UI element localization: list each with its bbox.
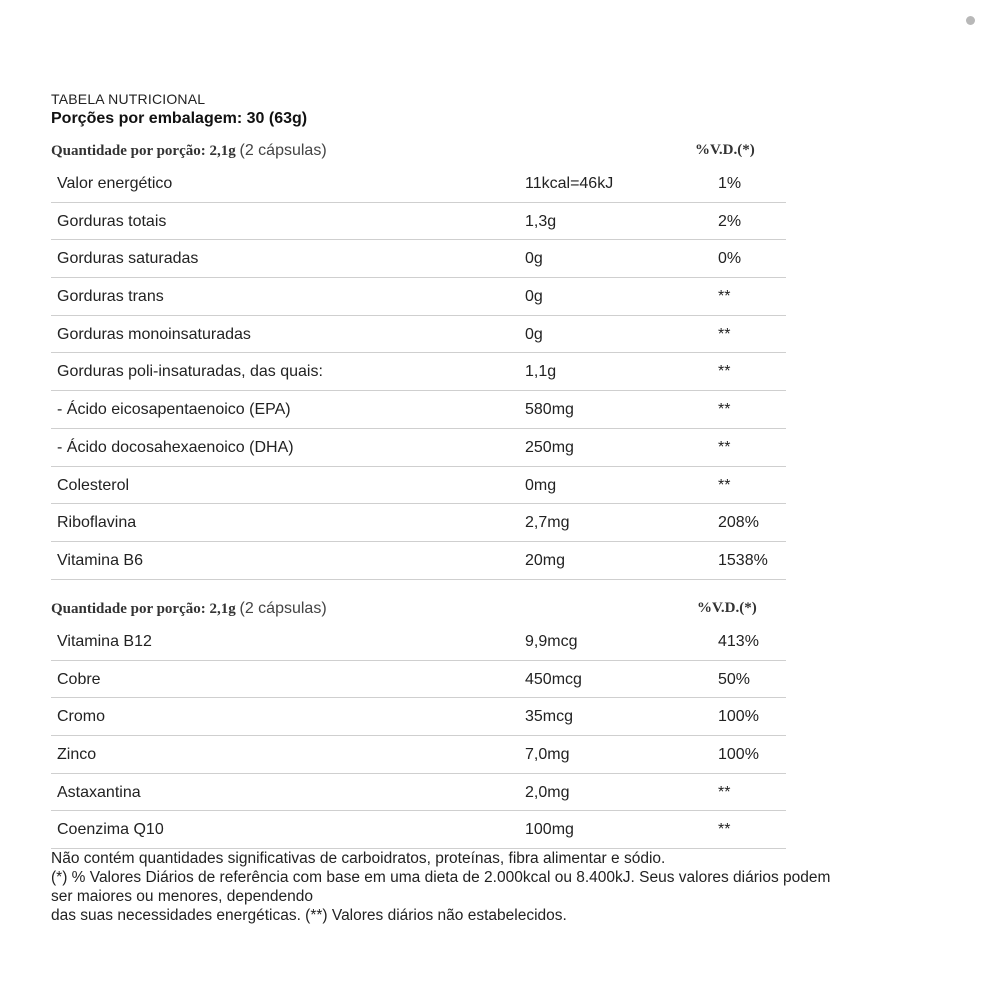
table-row [51, 467, 786, 505]
serving-size-bold: Quantidade por porção: 2,1g [51, 143, 236, 159]
daily-value-heading: %V.D.(*) [695, 142, 755, 158]
nutrient-name: Riboflavina [57, 514, 137, 532]
nutrient-daily-value: 208% [718, 514, 759, 532]
footnote-line: ser maiores ou menores, dependendo [51, 888, 313, 905]
nutrient-amount: 450mcg [525, 670, 582, 688]
nutrient-amount: 250mg [525, 438, 574, 456]
nutrient-amount: 0g [525, 288, 543, 306]
footnote-line: (*) % Valores Diários de referência com base em uma dieta de 2.000kcal ou 8.400kJ. Seus valores diários podem [51, 869, 831, 886]
nutrient-amount: 2,7mg [525, 514, 570, 532]
nutrition-section-2 [51, 597, 786, 849]
nutrient-name: Zinco [57, 746, 97, 764]
table-row [51, 316, 786, 354]
nutrient-name: Gorduras monoinsaturadas [57, 325, 251, 343]
serving-size-capsules: (2 cápsulas) [239, 142, 327, 159]
footnotes [51, 849, 971, 925]
table-row [51, 353, 786, 391]
servings-per-package: Porções por embalagem: 30 (63g) [51, 110, 308, 127]
nutrition-section-1 [51, 139, 786, 580]
nutrient-name: Cromo [57, 708, 106, 726]
table-row [51, 203, 786, 241]
section-header [51, 139, 786, 165]
table-row [51, 542, 786, 580]
table-row [51, 661, 786, 699]
nutrient-name: - Ácido docosahexaenoico (DHA) [57, 438, 294, 456]
nutrient-name: Cobre [57, 670, 101, 688]
nutrient-daily-value: 100% [718, 746, 759, 764]
nutrient-name: Vitamina B12 [57, 633, 152, 650]
nutrient-amount: 20mg [525, 551, 566, 569]
nutrient-daily-value: ** [718, 821, 731, 839]
nutrient-daily-value: 413% [718, 633, 759, 650]
nutrient-daily-value: 50% [718, 670, 751, 688]
nutrient-amount: 7,0mg [525, 746, 570, 764]
nutrient-name: Gorduras trans [57, 288, 164, 306]
serving-size-bold: Quantidade por porção: 2,1g [51, 601, 236, 617]
footnote-line: das suas necessidades energéticas. (**) Valores diários não estabelecidos. [51, 907, 567, 924]
nutrient-amount: 100mg [525, 821, 574, 839]
serving-size-heading [51, 600, 327, 618]
table-row [51, 504, 786, 542]
table-row [51, 391, 786, 429]
table-row [51, 774, 786, 812]
table-row [51, 736, 786, 774]
nutrient-daily-value: ** [718, 401, 731, 419]
scroll-indicator-dot [966, 16, 975, 25]
section-header [51, 597, 786, 623]
table-row [51, 240, 786, 278]
nutrient-amount: 11kcal=46kJ [525, 175, 614, 192]
nutrient-amount: 0mg [525, 476, 557, 494]
table-row [51, 698, 786, 736]
nutrient-amount: 580mg [525, 401, 574, 419]
nutrient-amount: 35mcg [525, 708, 574, 726]
nutrient-daily-value: ** [718, 288, 731, 306]
nutrient-amount: 2,0mg [525, 783, 570, 801]
nutrient-amount: 0g [525, 325, 543, 343]
nutrient-amount: 1,3g [525, 212, 557, 230]
table-row [51, 429, 786, 467]
nutrient-daily-value: 2% [718, 212, 742, 230]
table-row [51, 623, 786, 661]
nutrient-name: - Ácido eicosapentaenoico (EPA) [57, 401, 291, 419]
table-title: TABELA NUTRICIONAL [51, 91, 206, 107]
nutrient-daily-value: 1% [718, 175, 742, 192]
nutrient-name: Gorduras poli-insaturadas, das quais: [57, 363, 323, 381]
table-row [51, 278, 786, 316]
table-row [51, 165, 786, 203]
daily-value-heading: %V.D.(*) [697, 600, 757, 616]
serving-size-capsules: (2 cápsulas) [239, 600, 327, 617]
nutrient-daily-value: ** [718, 476, 731, 494]
nutrient-name: Astaxantina [57, 783, 141, 801]
nutrient-daily-value: ** [718, 438, 731, 456]
nutrient-name: Valor energético [57, 175, 173, 192]
nutrient-name: Gorduras totais [57, 212, 167, 230]
nutrient-name: Vitamina B6 [57, 551, 143, 569]
nutrient-name: Colesterol [57, 476, 130, 494]
nutrition-table [51, 623, 786, 849]
nutrient-daily-value: 1538% [718, 551, 768, 569]
nutrient-amount: 0g [525, 250, 543, 268]
nutrient-daily-value: 100% [718, 708, 759, 726]
serving-size-heading [51, 142, 327, 160]
nutrient-daily-value: ** [718, 783, 731, 801]
footnote-line: Não contém quantidades significativas de carboidratos, proteínas, fibra alimentar e sódio. [51, 850, 666, 867]
table-row [51, 811, 786, 849]
nutrient-amount: 1,1g [525, 363, 557, 381]
nutrient-name: Coenzima Q10 [57, 821, 164, 839]
nutrient-daily-value: ** [718, 325, 731, 343]
nutrient-daily-value: ** [718, 363, 731, 381]
nutrient-daily-value: 0% [718, 250, 742, 268]
nutrient-amount: 9,9mcg [525, 633, 578, 650]
nutrient-name: Gorduras saturadas [57, 250, 199, 268]
nutrition-table [51, 165, 786, 580]
